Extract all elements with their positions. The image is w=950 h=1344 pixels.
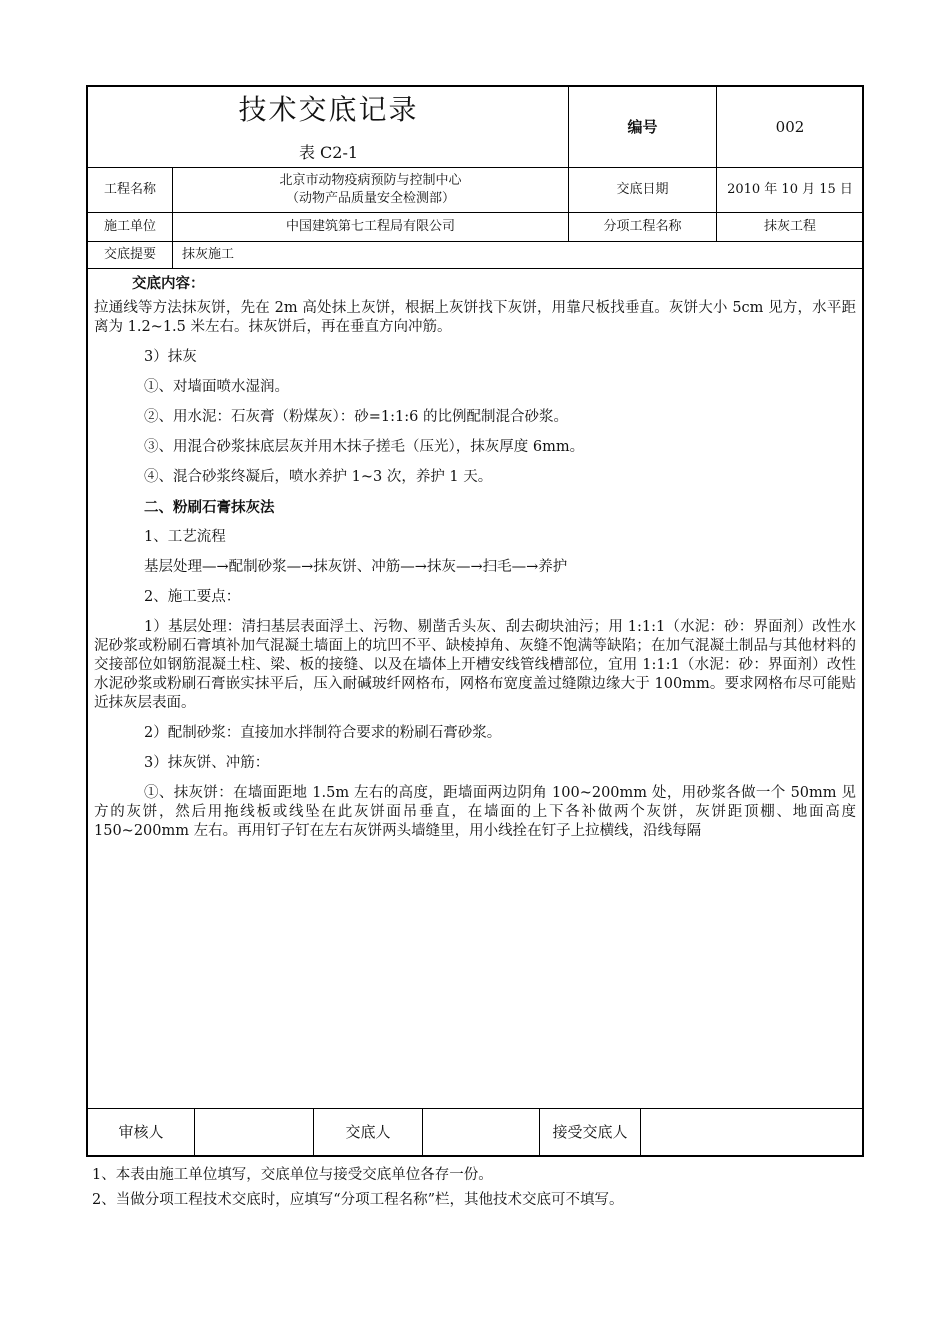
subproject-label: 分项工程名称 xyxy=(603,219,682,234)
content-paragraph: ①、抹灰饼：在墙面距地 1.5m 左右的高度，距墙面两边阴角 100~200mm 处，用砂浆各做一个 50mm 见方的灰饼，然后用拖线板或线坠在此灰饼面吊垂直，在墙面的上下各补做两个灰饼，灰饼距顶棚、地面高度 150~200mm 左右。再用钉子钉在左右灰饼两头墙缝里，用小线拴在钉子上拉横线，沿线每隔 xyxy=(94,785,856,839)
number-label: 编号 xyxy=(627,117,658,136)
date-label: 交底日期 xyxy=(616,182,669,197)
content-paragraph: 3）抹灰 xyxy=(144,349,197,365)
content-heading: 交底内容： xyxy=(132,275,205,292)
unit-value: 中国建筑第七工程局有限公司 xyxy=(285,219,455,234)
footnotes xyxy=(92,1163,624,1213)
receiver-label: 接受交底人 xyxy=(552,1123,628,1141)
reviewer-label: 审核人 xyxy=(118,1123,164,1141)
project-label: 工程名称 xyxy=(103,182,156,197)
footnote: 2、当做分项工程技术交底时，应填写“分项工程名称”栏，其他技术交底可不填写。 xyxy=(92,1192,624,1208)
number-value: 002 xyxy=(775,117,805,136)
footnote: 1、本表由施工单位填写，交底单位与接受交底单位各存一份。 xyxy=(92,1167,493,1183)
content-paragraph: 1、工艺流程 xyxy=(144,529,226,545)
process-flow: 基层处理—→配制砂浆—→抹灰饼、冲筋—→抹灰—→扫毛—→养护 xyxy=(144,559,568,575)
date-value: 2010 年 10 月 15 日 xyxy=(727,182,853,197)
row-divider xyxy=(86,268,864,269)
disclosure-content xyxy=(94,274,856,852)
discloser-signature-field[interactable] xyxy=(423,1109,539,1155)
content-paragraph: ③、用混合砂浆抹底层灰并用木抹子搓毛（压光），抹灰厚度 6mm。 xyxy=(144,439,585,455)
content-paragraph: ①、对墙面喷水湿润。 xyxy=(144,379,289,395)
form-number: 表 C2-1 xyxy=(298,143,359,162)
unit-label: 施工单位 xyxy=(103,219,156,234)
reviewer-signature-field[interactable] xyxy=(195,1109,313,1155)
content-paragraph: 2、施工要点： xyxy=(144,589,241,605)
project-name xyxy=(173,168,568,212)
summary-value: 抹灰施工 xyxy=(182,247,235,262)
content-paragraph: 拉通线等方法抹灰饼，先在 2m 高处抹上灰饼，根据上灰饼找下灰饼，用靠尺板找垂直。灰饼大小 5cm 见方，水平距离为 1.2~1.5 米左右。抹灰饼后，再在垂直方向冲筋。 xyxy=(94,300,856,335)
project-name-line1: 北京市动物疫病预防与控制中心 xyxy=(279,173,462,188)
summary-label: 交底提要 xyxy=(103,247,156,262)
subproject-value: 抹灰工程 xyxy=(763,219,816,234)
content-paragraph: ②、用水泥：石灰膏（粉煤灰）：砂=1:1:6 的比例配制混合砂浆。 xyxy=(144,409,568,425)
content-paragraph: 1）基层处理：清扫基层表面浮土、污物、剔凿舌头灰、刮去砌块油污；用 1:1:1（水泥：砂：界面剂）改性水泥砂浆或粉刷石膏填补加气混凝土墙面上的坑凹不平、缺棱掉角、灰缝不饱满等缺陷；在加气混凝土制品与其他材料的交接部位如钢筋混凝土柱、梁、板的接缝、以及在墙体上开槽安线管线槽部位，宜用 1:1:1（水泥：砂：界面剂）改性水泥砂浆或粉刷石膏嵌实抹平后，压入耐碱玻纤网格布，网格布宽度盖过缝隙边缘大于 100mm。要求网格布尽可能贴近抹灰层表面。 xyxy=(94,619,856,711)
receiver-signature-field[interactable] xyxy=(641,1109,862,1155)
content-paragraph: 2）配制砂浆：直接加水拌制符合要求的粉刷石膏砂浆。 xyxy=(144,725,502,741)
section-heading: 二、粉刷石膏抹灰法 xyxy=(144,499,275,516)
content-paragraph: 3）抹灰饼、冲筋： xyxy=(144,755,270,771)
content-paragraph: ④、混合砂浆终凝后，喷水养护 1~3 次，养护 1 天。 xyxy=(144,469,493,485)
discloser-label: 交底人 xyxy=(345,1123,391,1141)
project-name-line2: （动物产品质量安全检测部） xyxy=(285,191,455,206)
document-title: 技术交底记录 xyxy=(238,93,419,126)
